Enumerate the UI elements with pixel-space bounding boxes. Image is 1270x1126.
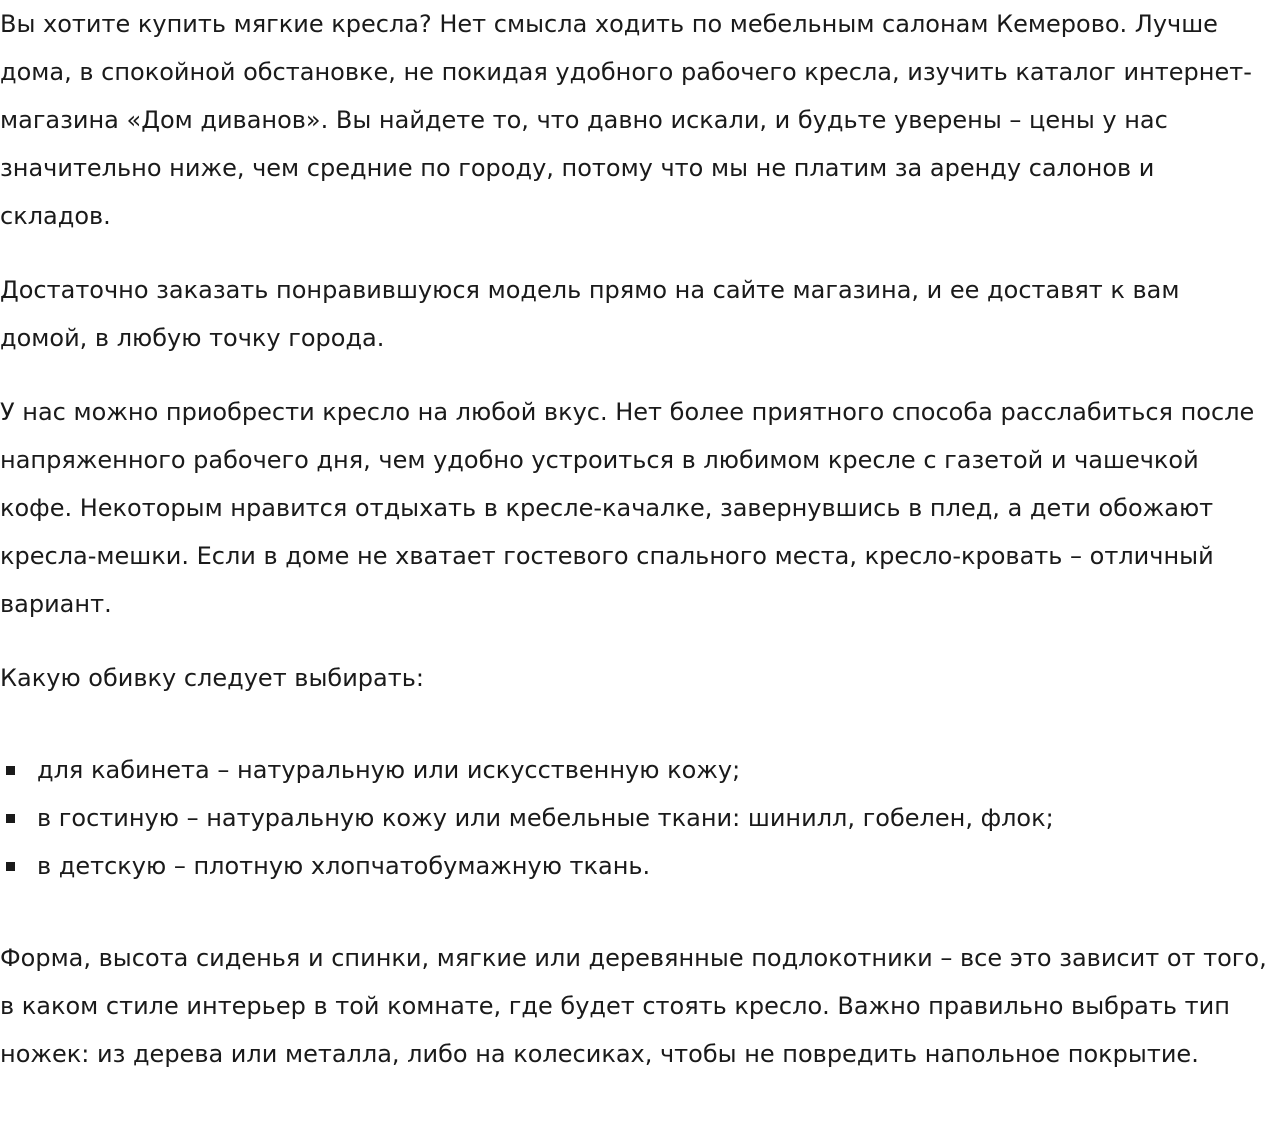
- list-item: [0, 746, 1270, 794]
- paragraph-intro: Вы хотите купить мягкие кресла? Нет смысла ходить по мебельным салонам Кемерово. Лучше дома, в спокойной обстановке, не покидая удобного рабочего кресла, изучить каталог интернет-магазина «Дом диванов». Вы найдете то, что давно искали, и будьте уверены – цены у нас значительно ниже, чем средние по городу, потому что мы не платим за аренду салонов и складов.: [0, 10, 1252, 230]
- square-bullet-icon: [6, 862, 15, 871]
- list-item-text: в детскую – плотную хлопчатобумажную ткань.: [37, 852, 651, 880]
- list-item-text: в гостиную – натуральную кожу или мебельные ткани: шинилл, гобелен, флок;: [37, 804, 1054, 832]
- list-item-text: для кабинета – натуральную или искусственную кожу;: [37, 756, 741, 784]
- list-item: [0, 842, 1270, 890]
- list-item: [0, 794, 1270, 842]
- upholstery-list-intro: Какую обивку следует выбирать:: [0, 664, 424, 692]
- paragraph-variety: У нас можно приобрести кресло на любой вкус. Нет более приятного способа расслабиться после напряженного рабочего дня, чем удобно устроиться в любимом кресле с газетой и чашечкой кофе. Некоторым нравится отдыхать в кресле-качалке, завернувшись в плед, а дети обожают кресла-мешки. Если в доме не хватает гостевого спального места, кресло-кровать – отличный вариант.: [0, 398, 1255, 618]
- square-bullet-icon: [6, 814, 15, 823]
- square-bullet-icon: [6, 766, 15, 775]
- upholstery-list: [0, 746, 1270, 890]
- paragraph-closing: Форма, высота сиденья и спинки, мягкие или деревянные подлокотники – все это зависит от того, в каком стиле интерьер в той комнате, где будет стоять кресло. Важно правильно выбрать тип ножек: из дерева или металла, либо на колесиках, чтобы не повредить напольное покрытие.: [0, 944, 1267, 1068]
- paragraph-ordering: Достаточно заказать понравившуюся модель прямо на сайте магазина, и ее доставят к вам домой, в любую точку города.: [0, 276, 1180, 352]
